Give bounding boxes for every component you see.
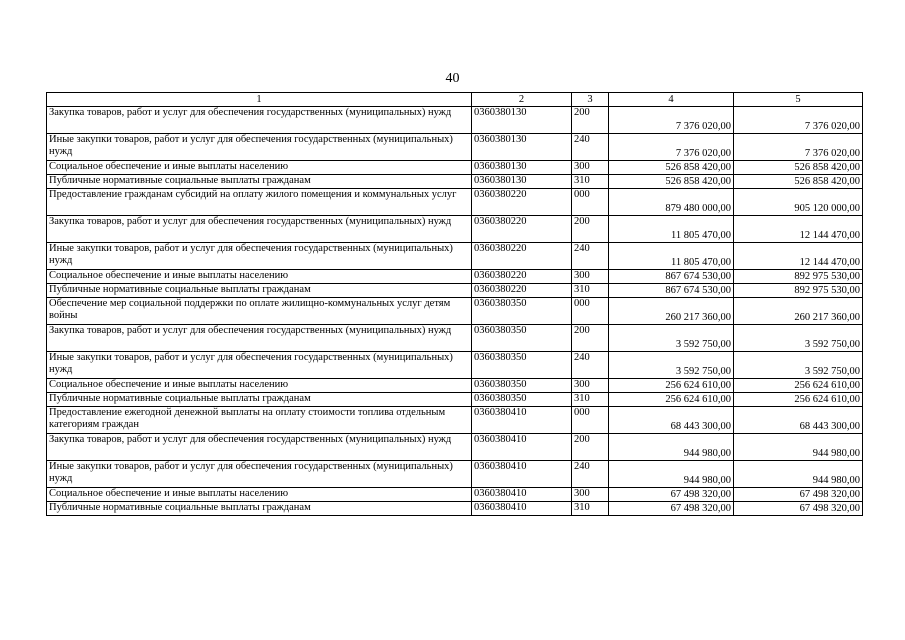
row-name: Публичные нормативные социальные выплаты гражданам bbox=[47, 284, 472, 298]
row-amount-2: 68 443 300,00 bbox=[734, 407, 863, 434]
table-row bbox=[47, 434, 863, 461]
row-amount-1: 11 805 470,00 bbox=[609, 216, 734, 243]
row-amount-2: 260 217 360,00 bbox=[734, 298, 863, 325]
row-name: Иные закупки товаров, работ и услуг для обеспечения государственных (муниципальных) нужд bbox=[47, 243, 472, 270]
row-name: Закупка товаров, работ и услуг для обеспечения государственных (муниципальных) нужд bbox=[47, 325, 472, 352]
table-row bbox=[47, 325, 863, 352]
row-expense-type: 310 bbox=[572, 393, 609, 407]
row-name: Предоставление ежегодной денежной выплаты на оплату стоимости топлива отдельным категориям граждан bbox=[47, 407, 472, 434]
row-code: 0360380220 bbox=[472, 189, 572, 216]
row-expense-type: 240 bbox=[572, 243, 609, 270]
row-expense-type: 310 bbox=[572, 175, 609, 189]
column-header-amount-1: 4 bbox=[609, 93, 734, 107]
row-code: 0360380220 bbox=[472, 284, 572, 298]
row-amount-1: 256 624 610,00 bbox=[609, 379, 734, 393]
row-code: 0360380350 bbox=[472, 298, 572, 325]
row-amount-1: 11 805 470,00 bbox=[609, 243, 734, 270]
column-header-amount-2: 5 bbox=[734, 93, 863, 107]
row-amount-1: 256 624 610,00 bbox=[609, 393, 734, 407]
table-row bbox=[47, 134, 863, 161]
row-expense-type: 200 bbox=[572, 434, 609, 461]
row-amount-2: 12 144 470,00 bbox=[734, 243, 863, 270]
row-code: 0360380410 bbox=[472, 502, 572, 516]
table-row bbox=[47, 270, 863, 284]
row-code: 0360380350 bbox=[472, 379, 572, 393]
row-code: 0360380350 bbox=[472, 393, 572, 407]
table-row bbox=[47, 298, 863, 325]
row-name: Иные закупки товаров, работ и услуг для обеспечения государственных (муниципальных) нужд bbox=[47, 461, 472, 488]
row-code: 0360380130 bbox=[472, 134, 572, 161]
row-amount-2: 12 144 470,00 bbox=[734, 216, 863, 243]
row-amount-2: 7 376 020,00 bbox=[734, 107, 863, 134]
row-expense-type: 310 bbox=[572, 284, 609, 298]
table-row bbox=[47, 461, 863, 488]
row-name: Иные закупки товаров, работ и услуг для обеспечения государственных (муниципальных) нужд bbox=[47, 352, 472, 379]
row-amount-1: 67 498 320,00 bbox=[609, 488, 734, 502]
row-amount-1: 879 480 000,00 bbox=[609, 189, 734, 216]
row-expense-type: 200 bbox=[572, 216, 609, 243]
table-row bbox=[47, 502, 863, 516]
row-name: Закупка товаров, работ и услуг для обеспечения государственных (муниципальных) нужд bbox=[47, 107, 472, 134]
table-row bbox=[47, 379, 863, 393]
row-name: Иные закупки товаров, работ и услуг для обеспечения государственных (муниципальных) нужд bbox=[47, 134, 472, 161]
row-name: Предоставление гражданам субсидий на оплату жилого помещения и коммунальных услуг bbox=[47, 189, 472, 216]
row-expense-type: 300 bbox=[572, 270, 609, 284]
table-row bbox=[47, 243, 863, 270]
row-name: Публичные нормативные социальные выплаты гражданам bbox=[47, 393, 472, 407]
row-amount-1: 867 674 530,00 bbox=[609, 284, 734, 298]
row-expense-type: 300 bbox=[572, 379, 609, 393]
row-expense-type: 000 bbox=[572, 189, 609, 216]
row-code: 0360380130 bbox=[472, 161, 572, 175]
row-amount-2: 526 858 420,00 bbox=[734, 161, 863, 175]
column-header-code: 2 bbox=[472, 93, 572, 107]
row-amount-2: 892 975 530,00 bbox=[734, 270, 863, 284]
row-expense-type: 240 bbox=[572, 134, 609, 161]
row-code: 0360380410 bbox=[472, 407, 572, 434]
row-code: 0360380350 bbox=[472, 352, 572, 379]
table-row bbox=[47, 161, 863, 175]
row-name: Публичные нормативные социальные выплаты гражданам bbox=[47, 502, 472, 516]
column-header-expense-type: 3 bbox=[572, 93, 609, 107]
row-name: Социальное обеспечение и иные выплаты населению bbox=[47, 270, 472, 284]
table-row bbox=[47, 284, 863, 298]
row-amount-1: 68 443 300,00 bbox=[609, 407, 734, 434]
row-amount-1: 944 980,00 bbox=[609, 434, 734, 461]
row-name: Социальное обеспечение и иные выплаты населению bbox=[47, 161, 472, 175]
budget-table bbox=[46, 92, 863, 516]
row-expense-type: 310 bbox=[572, 502, 609, 516]
row-expense-type: 000 bbox=[572, 298, 609, 325]
row-expense-type: 300 bbox=[572, 488, 609, 502]
row-amount-2: 526 858 420,00 bbox=[734, 175, 863, 189]
row-amount-2: 256 624 610,00 bbox=[734, 379, 863, 393]
row-amount-2: 67 498 320,00 bbox=[734, 488, 863, 502]
row-name: Публичные нормативные социальные выплаты гражданам bbox=[47, 175, 472, 189]
row-amount-1: 526 858 420,00 bbox=[609, 175, 734, 189]
row-amount-1: 944 980,00 bbox=[609, 461, 734, 488]
row-code: 0360380410 bbox=[472, 434, 572, 461]
row-expense-type: 300 bbox=[572, 161, 609, 175]
row-amount-1: 7 376 020,00 bbox=[609, 134, 734, 161]
row-name: Закупка товаров, работ и услуг для обеспечения государственных (муниципальных) нужд bbox=[47, 216, 472, 243]
row-amount-1: 67 498 320,00 bbox=[609, 502, 734, 516]
row-amount-1: 526 858 420,00 bbox=[609, 161, 734, 175]
row-expense-type: 200 bbox=[572, 107, 609, 134]
row-amount-2: 892 975 530,00 bbox=[734, 284, 863, 298]
table-row bbox=[47, 189, 863, 216]
row-code: 0360380220 bbox=[472, 243, 572, 270]
row-name: Закупка товаров, работ и услуг для обеспечения государственных (муниципальных) нужд bbox=[47, 434, 472, 461]
row-amount-2: 905 120 000,00 bbox=[734, 189, 863, 216]
row-amount-2: 3 592 750,00 bbox=[734, 325, 863, 352]
row-name: Социальное обеспечение и иные выплаты населению bbox=[47, 488, 472, 502]
row-code: 0360380220 bbox=[472, 216, 572, 243]
row-name: Социальное обеспечение и иные выплаты населению bbox=[47, 379, 472, 393]
table-row bbox=[47, 488, 863, 502]
row-amount-2: 7 376 020,00 bbox=[734, 134, 863, 161]
row-code: 0360380410 bbox=[472, 461, 572, 488]
page-number: 40 bbox=[445, 71, 460, 86]
row-code: 0360380410 bbox=[472, 488, 572, 502]
row-amount-2: 944 980,00 bbox=[734, 434, 863, 461]
row-name: Обеспечение мер социальной поддержки по оплате жилищно-коммунальных услуг детям войны bbox=[47, 298, 472, 325]
row-expense-type: 200 bbox=[572, 325, 609, 352]
row-expense-type: 240 bbox=[572, 352, 609, 379]
row-amount-1: 3 592 750,00 bbox=[609, 352, 734, 379]
table-row bbox=[47, 407, 863, 434]
table-row bbox=[47, 393, 863, 407]
row-expense-type: 000 bbox=[572, 407, 609, 434]
table-row bbox=[47, 216, 863, 243]
row-amount-1: 867 674 530,00 bbox=[609, 270, 734, 284]
table-header-row bbox=[47, 93, 863, 107]
row-amount-2: 3 592 750,00 bbox=[734, 352, 863, 379]
row-amount-1: 7 376 020,00 bbox=[609, 107, 734, 134]
table-row bbox=[47, 352, 863, 379]
row-code: 0360380130 bbox=[472, 175, 572, 189]
row-code: 0360380130 bbox=[472, 107, 572, 134]
row-amount-2: 256 624 610,00 bbox=[734, 393, 863, 407]
row-amount-2: 944 980,00 bbox=[734, 461, 863, 488]
row-code: 0360380350 bbox=[472, 325, 572, 352]
row-amount-1: 260 217 360,00 bbox=[609, 298, 734, 325]
row-amount-2: 67 498 320,00 bbox=[734, 502, 863, 516]
row-code: 0360380220 bbox=[472, 270, 572, 284]
row-expense-type: 240 bbox=[572, 461, 609, 488]
table-row bbox=[47, 175, 863, 189]
column-header-name: 1 bbox=[47, 93, 472, 107]
table-row bbox=[47, 107, 863, 134]
row-amount-1: 3 592 750,00 bbox=[609, 325, 734, 352]
